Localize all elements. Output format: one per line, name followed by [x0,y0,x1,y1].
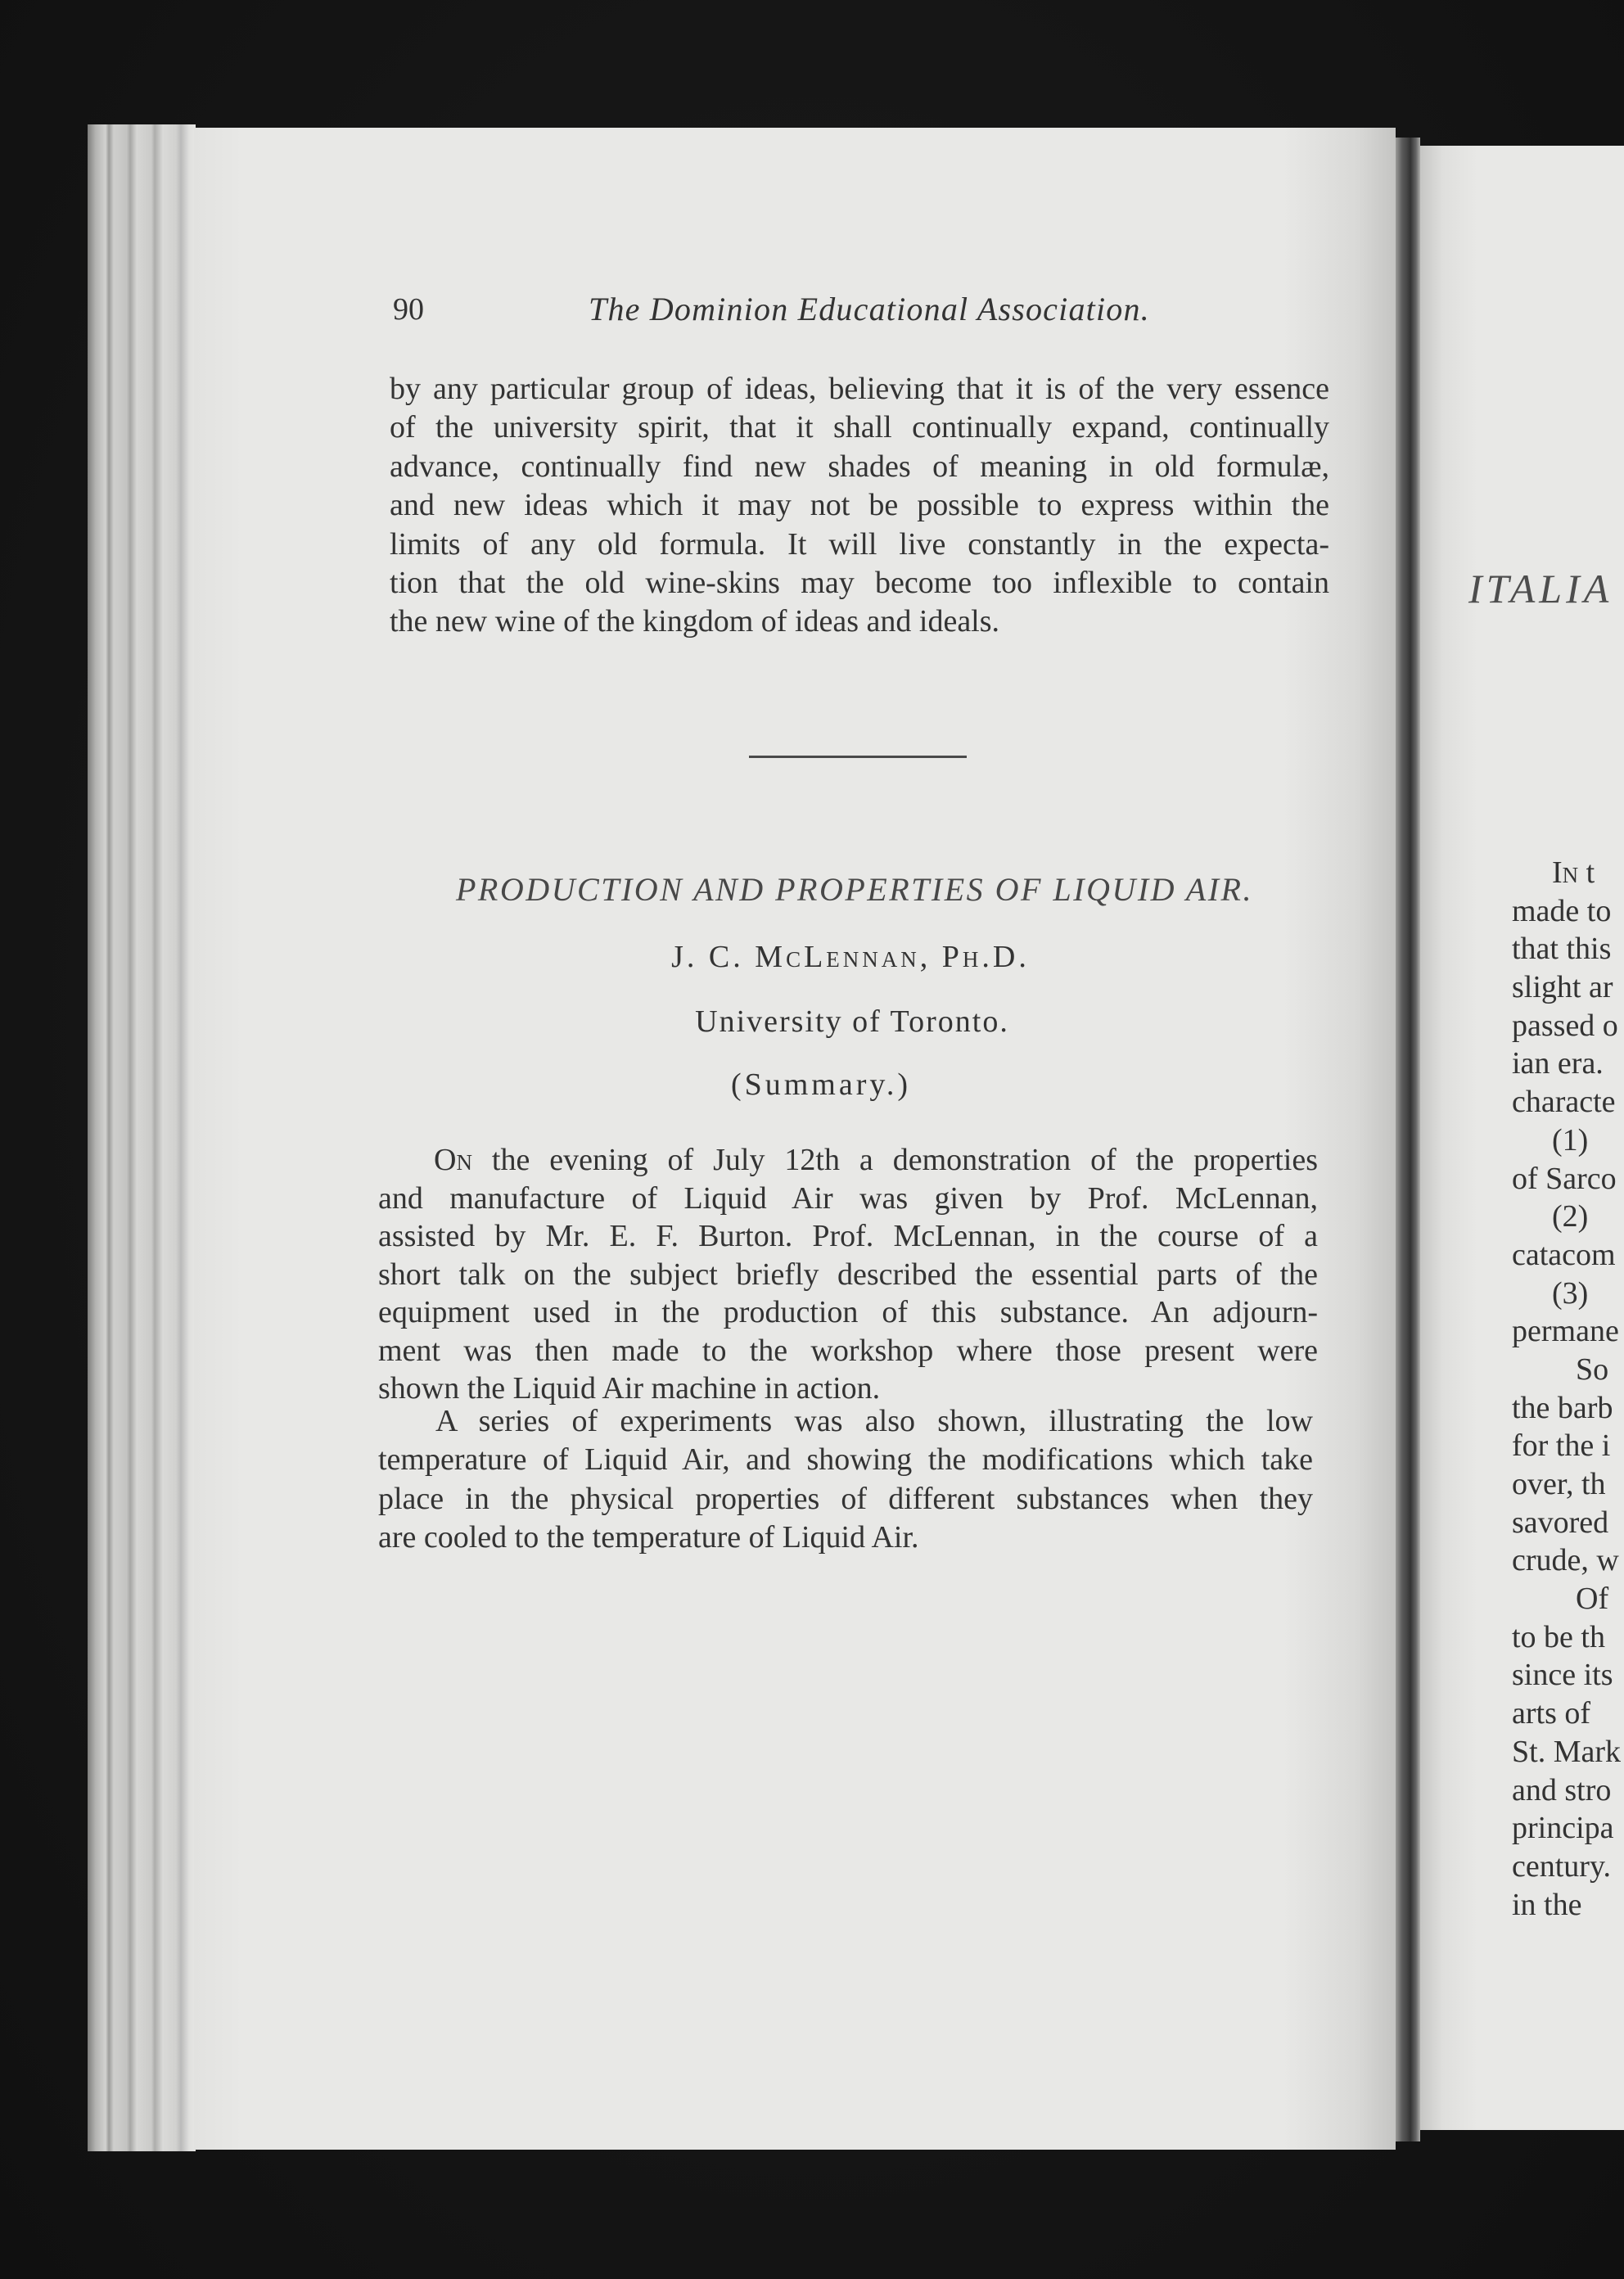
text-line: savored [1512,1505,1609,1540]
text-line: place in the physical properties of different substances when they [378,1481,1313,1516]
opening-word: On [434,1143,472,1177]
text-line: advance, continually find new shades of meaning in old formulæ, [390,449,1329,484]
summary-note: (Summary.) [730,1067,912,1102]
text-line: Of [1576,1582,1609,1617]
text-line: St. Mark [1512,1734,1621,1769]
left-page [194,128,1396,2150]
text-line: to be th [1512,1619,1605,1654]
text-line: over, th [1512,1467,1606,1501]
text-line: by any particular group of ideas, believing that it is of the very essence [390,372,1329,406]
text-line: limits of any old formula. It will live constantly in the expecta- [390,526,1329,562]
right-page-heading: ITALIA [1468,566,1613,611]
text-line: So [1576,1352,1609,1387]
text-line: of the university spirit, that it shall continually expand, continually [390,410,1329,445]
text-line [1512,854,1624,892]
line-text: the evening of July 12th a demonstration of the properties [491,1143,1318,1177]
text-line: shown the Liquid Air machine in action. [378,1371,881,1406]
text-line: the new wine of the kingdom of ideas and ideals. [390,604,1000,639]
running-head-title: The Dominion Educational Association. [589,291,1150,327]
article-author: J. C. McLennan, Ph.D. [671,940,1030,974]
text-line: principa [1512,1811,1614,1846]
text-line: tion that the old wine-skins may become too inflexible to contain [390,565,1329,600]
text-line: temperature of Liquid Air, and showing the modifications which take [378,1442,1313,1478]
text-line: catacom [1512,1237,1616,1272]
text-line: ian era. [1512,1046,1604,1081]
paragraph [378,1141,1318,1408]
text-line [378,1141,1318,1180]
text-line: equipment used in the production of this substance. An adjourn- [378,1295,1318,1329]
text-line: ment was then made to the workshop where those present were [378,1333,1318,1368]
text-line: slight ar [1512,970,1613,1005]
page-edges [88,124,196,2151]
article-title: PRODUCTION AND PROPERTIES OF LIQUID AIR. [455,871,1253,908]
text-line: short talk on the subject briefly described the essential parts of the [378,1257,1318,1292]
section-divider [749,756,967,758]
text-line: are cooled to the temperature of Liquid Air. [378,1520,919,1555]
text-line: passed o [1512,1008,1618,1043]
text-line: the barb [1512,1390,1613,1425]
text-line: century. [1512,1848,1611,1884]
text-line: (2) [1552,1199,1589,1234]
page-number: 90 [393,292,424,327]
opening-word: In [1552,855,1579,890]
right-page-text [1512,854,1624,1924]
text-line: for the i [1512,1428,1611,1464]
text-line: that this [1512,932,1612,967]
text-line: and manufacture of Liquid Air was given by Prof. McLennan, [378,1180,1318,1216]
text-line: of Sarco [1512,1161,1617,1196]
book-gutter [1396,138,1420,2141]
text-line: in the [1512,1887,1582,1922]
text-line: made to [1512,893,1612,928]
text-line: characte [1512,1085,1616,1120]
text-line: and new ideas which it may not be possible to express within the [390,488,1329,523]
line-text: t [1586,855,1595,890]
text-line: A series of experiments was also shown, illustrating the low [435,1404,1313,1438]
text-line: (3) [1552,1275,1589,1311]
author-affiliation: University of Toronto. [695,1004,1009,1039]
text-line: assisted by Mr. E. F. Burton. Prof. McLennan, in the course of a [378,1219,1318,1253]
text-line: (1) [1552,1122,1589,1158]
right-page [1420,146,1624,2130]
text-line: since its [1512,1658,1613,1693]
text-line: permane [1512,1314,1619,1349]
text-line: and stro [1512,1772,1612,1807]
continued-paragraph [390,370,1329,642]
paragraph [378,1402,1313,1558]
text-line: crude, w [1512,1543,1619,1578]
text-line: arts of [1512,1696,1591,1731]
